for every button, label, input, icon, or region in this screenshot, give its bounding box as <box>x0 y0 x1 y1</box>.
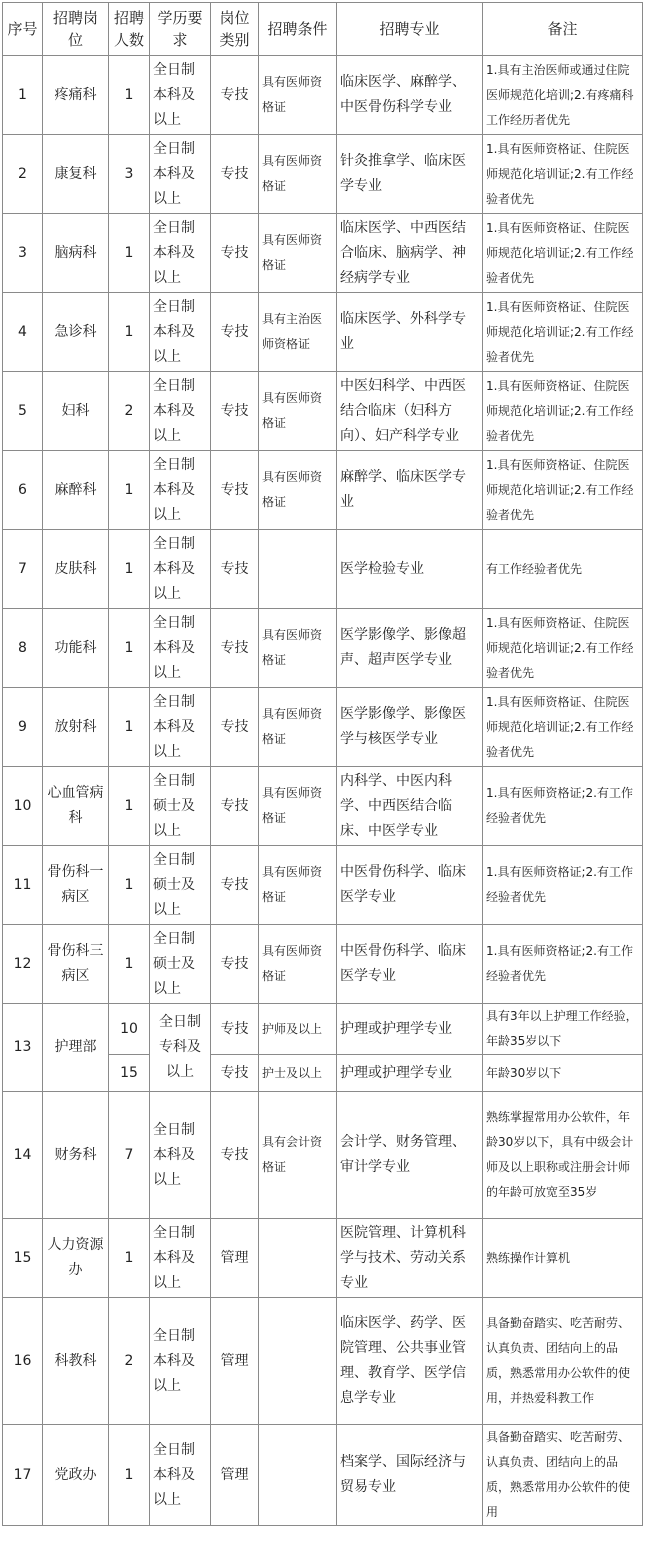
row-post: 妇科 <box>43 372 109 451</box>
row-edu: 全日制本科及以上 <box>150 214 211 293</box>
row-post: 脑病科 <box>43 214 109 293</box>
row-seq: 14 <box>3 1092 43 1219</box>
row-type: 专技 <box>211 1092 259 1219</box>
row-count: 1 <box>109 846 150 925</box>
row-edu: 全日制硕士及以上 <box>150 846 211 925</box>
table-row <box>3 688 643 767</box>
row-note: 1.具有医师资格证、住院医师规范化培训证;2.有工作经验者优先 <box>483 372 643 451</box>
row-type: 管理 <box>211 1298 259 1425</box>
row-type: 专技 <box>211 846 259 925</box>
row-count: 1 <box>109 925 150 1004</box>
row-seq: 4 <box>3 293 43 372</box>
table-row <box>3 135 643 214</box>
row-type: 专技 <box>211 293 259 372</box>
row-count: 15 <box>109 1055 150 1092</box>
row-major: 护理或护理学专业 <box>337 1055 483 1092</box>
table-row <box>3 56 643 135</box>
table-row <box>3 293 643 372</box>
row-edu: 全日制硕士及以上 <box>150 925 211 1004</box>
row-note: 1.具有主治医师或通过住院医师规范化培训;2.有疼痛科工作经历者优先 <box>483 56 643 135</box>
table-row <box>3 451 643 530</box>
row-major: 医学检验专业 <box>337 530 483 609</box>
row-count: 1 <box>109 451 150 530</box>
row-note: 年龄30岁以下 <box>483 1055 643 1092</box>
row-cond: 具有医师资格证 <box>259 846 337 925</box>
row-major: 中医妇科学、中西医结合临床（妇科方向）、妇产科学专业 <box>337 372 483 451</box>
row-count: 1 <box>109 767 150 846</box>
row-cond: 具有医师资格证 <box>259 925 337 1004</box>
row-major: 中医骨伤科学、临床医学专业 <box>337 846 483 925</box>
row-count: 2 <box>109 372 150 451</box>
row-count: 7 <box>109 1092 150 1219</box>
row-seq: 6 <box>3 451 43 530</box>
table-row <box>3 530 643 609</box>
row-count: 1 <box>109 1219 150 1298</box>
row-note: 1.具有医师资格证;2.有工作经验者优先 <box>483 846 643 925</box>
row-seq: 2 <box>3 135 43 214</box>
row-seq: 9 <box>3 688 43 767</box>
row-edu: 全日制本科及以上 <box>150 1219 211 1298</box>
row-seq: 10 <box>3 767 43 846</box>
table-row <box>3 1298 643 1425</box>
row-edu: 全日制本科及以上 <box>150 688 211 767</box>
row-post: 财务科 <box>43 1092 109 1219</box>
table-row <box>3 846 643 925</box>
row-type: 管理 <box>211 1425 259 1526</box>
row-seq: 1 <box>3 56 43 135</box>
row-count: 1 <box>109 1425 150 1526</box>
row-note: 1.具有医师资格证、住院医师规范化培训证;2.有工作经验者优先 <box>483 293 643 372</box>
row-post: 护理部 <box>43 1004 109 1092</box>
row-post: 党政办 <box>43 1425 109 1526</box>
row-edu: 全日制本科及以上 <box>150 372 211 451</box>
row-edu: 全日制本科及以上 <box>150 1298 211 1425</box>
row-type: 专技 <box>211 767 259 846</box>
row-major: 针灸推拿学、临床医学专业 <box>337 135 483 214</box>
header-major: 招聘专业 <box>337 3 483 56</box>
row-note: 1.具有医师资格证、住院医师规范化培训证;2.有工作经验者优先 <box>483 688 643 767</box>
row-major: 医院管理、计算机科学与技术、劳动关系专业 <box>337 1219 483 1298</box>
row-cond <box>259 1219 337 1298</box>
row-edu: 全日制本科及以上 <box>150 1425 211 1526</box>
row-cond: 具有医师资格证 <box>259 135 337 214</box>
row-cond: 具有医师资格证 <box>259 214 337 293</box>
recruitment-table <box>2 2 643 1526</box>
header-note: 备注 <box>483 3 643 56</box>
row-major: 会计学、财务管理、审计学专业 <box>337 1092 483 1219</box>
row-count: 1 <box>109 530 150 609</box>
header-post: 招聘岗位 <box>43 3 109 56</box>
row-type: 专技 <box>211 609 259 688</box>
row-post: 骨伤科一病区 <box>43 846 109 925</box>
row-post: 功能科 <box>43 609 109 688</box>
row-type: 管理 <box>211 1219 259 1298</box>
row-edu: 全日制本科及以上 <box>150 56 211 135</box>
row-edu: 全日制本科及以上 <box>150 1092 211 1219</box>
row-seq: 11 <box>3 846 43 925</box>
row-cond: 具有医师资格证 <box>259 688 337 767</box>
header-cond: 招聘条件 <box>259 3 337 56</box>
row-seq: 17 <box>3 1425 43 1526</box>
row-type: 专技 <box>211 688 259 767</box>
row-major: 临床医学、药学、医院管理、公共事业管理、教育学、医学信息学专业 <box>337 1298 483 1425</box>
row-type: 专技 <box>211 56 259 135</box>
header-count: 招聘人数 <box>109 3 150 56</box>
row-count: 1 <box>109 293 150 372</box>
row-cond <box>259 530 337 609</box>
row-post: 心血管病科 <box>43 767 109 846</box>
row-note: 1.具有医师资格证、住院医师规范化培训证;2.有工作经验者优先 <box>483 135 643 214</box>
row-type: 专技 <box>211 925 259 1004</box>
row-cond: 具有医师资格证 <box>259 56 337 135</box>
row-count: 2 <box>109 1298 150 1425</box>
row-cond: 具有主治医师资格证 <box>259 293 337 372</box>
header-edu: 学历要求 <box>150 3 211 56</box>
table-row <box>3 372 643 451</box>
row-post: 麻醉科 <box>43 451 109 530</box>
row-major: 医学影像学、影像医学与核医学专业 <box>337 688 483 767</box>
table-row <box>3 1219 643 1298</box>
row-type: 专技 <box>211 135 259 214</box>
row-cond: 具有医师资格证 <box>259 372 337 451</box>
table-row <box>3 214 643 293</box>
row-count: 1 <box>109 609 150 688</box>
row-major: 临床医学、中西医结合临床、脑病学、神经病学专业 <box>337 214 483 293</box>
row-major: 中医骨伤科学、临床医学专业 <box>337 925 483 1004</box>
row-seq: 8 <box>3 609 43 688</box>
table-row <box>3 925 643 1004</box>
row-edu: 全日制硕士及以上 <box>150 767 211 846</box>
table-row <box>3 1004 643 1055</box>
row-note: 熟练掌握常用办公软件，年龄30岁以下，具有中级会计师及以上职称或注册会计师的年龄可放宽至35岁 <box>483 1092 643 1219</box>
row-seq: 5 <box>3 372 43 451</box>
row-note: 1.具有医师资格证;2.有工作经验者优先 <box>483 767 643 846</box>
row-type: 专技 <box>211 372 259 451</box>
row-major: 麻醉学、临床医学专业 <box>337 451 483 530</box>
row-count: 1 <box>109 56 150 135</box>
table-row <box>3 609 643 688</box>
row-cond: 具有医师资格证 <box>259 451 337 530</box>
row-seq: 13 <box>3 1004 43 1092</box>
row-note: 熟练操作计算机 <box>483 1219 643 1298</box>
row-note: 有工作经验者优先 <box>483 530 643 609</box>
table-row <box>3 1425 643 1526</box>
row-type: 专技 <box>211 451 259 530</box>
row-type: 专技 <box>211 1004 259 1055</box>
row-count: 1 <box>109 214 150 293</box>
row-cond: 护师及以上 <box>259 1004 337 1055</box>
row-cond: 具有会计资格证 <box>259 1092 337 1219</box>
row-major: 护理或护理学专业 <box>337 1004 483 1055</box>
row-count: 10 <box>109 1004 150 1055</box>
header-row <box>3 3 643 56</box>
row-major: 临床医学、外科学专业 <box>337 293 483 372</box>
row-post: 疼痛科 <box>43 56 109 135</box>
row-edu: 全日制本科及以上 <box>150 609 211 688</box>
row-edu: 全日制本科及以上 <box>150 135 211 214</box>
row-type: 专技 <box>211 1055 259 1092</box>
row-seq: 12 <box>3 925 43 1004</box>
row-major: 医学影像学、影像超声、超声医学专业 <box>337 609 483 688</box>
row-note: 具备勤奋踏实、吃苦耐劳、认真负责、团结向上的品质，熟悉常用办公软件的使用 <box>483 1425 643 1526</box>
row-cond: 护士及以上 <box>259 1055 337 1092</box>
row-cond: 具有医师资格证 <box>259 609 337 688</box>
row-major: 档案学、国际经济与贸易专业 <box>337 1425 483 1526</box>
row-post: 人力资源办 <box>43 1219 109 1298</box>
row-edu: 全日制本科及以上 <box>150 451 211 530</box>
row-seq: 15 <box>3 1219 43 1298</box>
row-note: 1.具有医师资格证;2.有工作经验者优先 <box>483 925 643 1004</box>
row-note: 1.具有医师资格证、住院医师规范化培训证;2.有工作经验者优先 <box>483 451 643 530</box>
row-post: 康复科 <box>43 135 109 214</box>
row-post: 皮肤科 <box>43 530 109 609</box>
table-row <box>3 1092 643 1219</box>
row-post: 科教科 <box>43 1298 109 1425</box>
row-major: 临床医学、麻醉学、中医骨伤科学专业 <box>337 56 483 135</box>
row-cond <box>259 1425 337 1526</box>
row-post: 骨伤科三病区 <box>43 925 109 1004</box>
row-count: 3 <box>109 135 150 214</box>
table-row <box>3 767 643 846</box>
row-seq: 3 <box>3 214 43 293</box>
row-major: 内科学、中医内科学、中西医结合临床、中医学专业 <box>337 767 483 846</box>
row-post: 急诊科 <box>43 293 109 372</box>
row-type: 专技 <box>211 530 259 609</box>
header-seq: 序号 <box>3 3 43 56</box>
row-edu: 全日制本科及以上 <box>150 530 211 609</box>
row-seq: 7 <box>3 530 43 609</box>
row-edu: 全日制本科及以上 <box>150 293 211 372</box>
row-note: 1.具有医师资格证、住院医师规范化培训证;2.有工作经验者优先 <box>483 214 643 293</box>
row-note: 具有3年以上护理工作经验，年龄35岁以下 <box>483 1004 643 1055</box>
row-cond: 具有医师资格证 <box>259 767 337 846</box>
header-type: 岗位类别 <box>211 3 259 56</box>
row-note: 具备勤奋踏实、吃苦耐劳、认真负责、团结向上的品质，熟悉常用办公软件的使用，并热爱科教工作 <box>483 1298 643 1425</box>
row-seq: 16 <box>3 1298 43 1425</box>
row-edu: 全日制专科及以上 <box>150 1004 211 1092</box>
row-count: 1 <box>109 688 150 767</box>
row-post: 放射科 <box>43 688 109 767</box>
row-type: 专技 <box>211 214 259 293</box>
row-note: 1.具有医师资格证、住院医师规范化培训证;2.有工作经验者优先 <box>483 609 643 688</box>
row-cond <box>259 1298 337 1425</box>
